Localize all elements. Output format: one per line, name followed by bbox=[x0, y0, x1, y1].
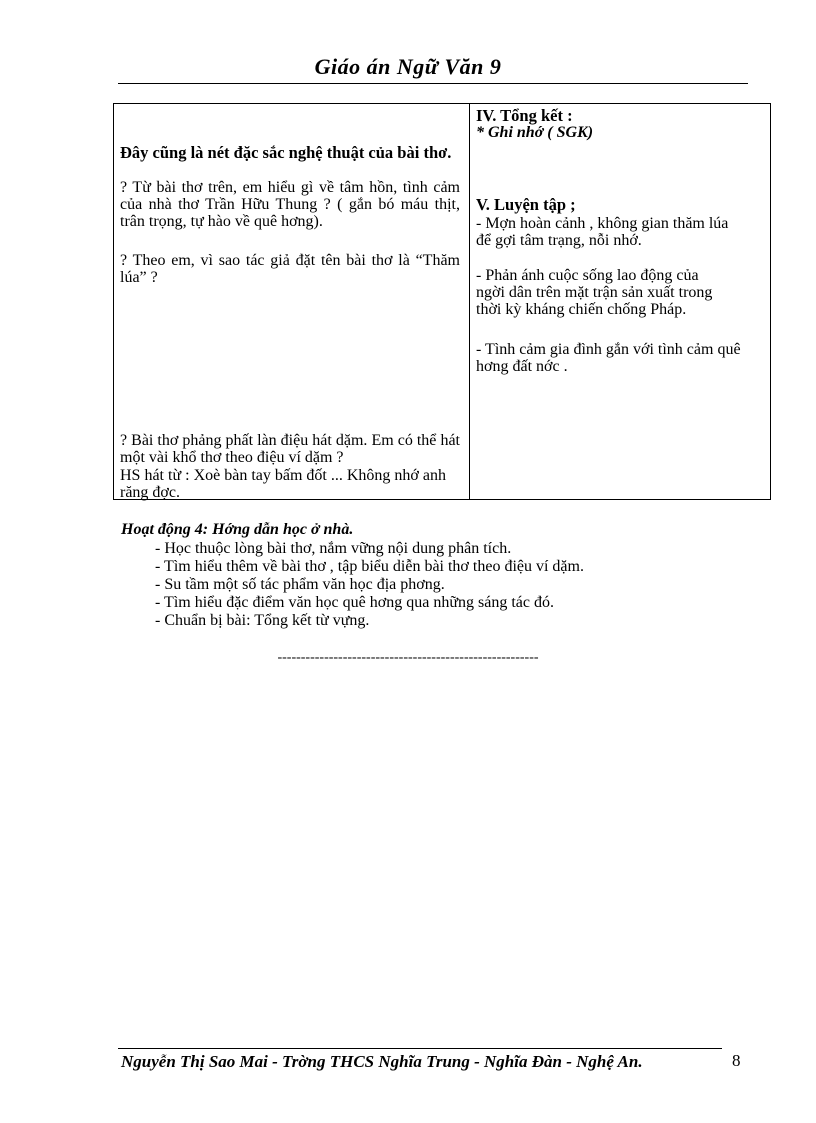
homework-task: - Học thuộc lòng bài thơ, nắm vững nội dung phân tích. bbox=[155, 540, 512, 557]
teacher-activity-column bbox=[114, 104, 469, 499]
student-singing-answer: HS hát từ : Xoè bàn tay bấm đốt ... Không nhớ anh răng đợc. bbox=[120, 467, 446, 501]
header-divider bbox=[118, 83, 748, 84]
practice-item: - Tình cảm gia đình gắn với tình cảm quê hơng đất nớc . bbox=[476, 341, 741, 375]
practice-heading: V. Luyện tập ; bbox=[476, 195, 576, 214]
homework-task: - Chuẩn bị bài: Tổng kết từ vựng. bbox=[155, 612, 370, 629]
activity-4-heading: Hoạt động 4: Hớng dẫn học ở nhà. bbox=[121, 521, 354, 538]
summary-heading: IV. Tổng kết : bbox=[476, 106, 573, 125]
question-poem-title: ? Theo em, vì sao tác giả đặt tên bài thơ là “Thăm lúa” ? bbox=[120, 252, 460, 286]
practice-item: - Mợn hoàn cảnh , không gian thăm lúa để gợi tâm trạng, nỗi nhớ. bbox=[476, 215, 729, 249]
art-feature-heading: Đây cũng là nét đặc sắc nghệ thuật của bài thơ. bbox=[120, 143, 452, 162]
footer-divider bbox=[118, 1048, 722, 1049]
footer-author-line: Nguyễn Thị Sao Mai - Trờng THCS Nghĩa Trung - Nghĩa Đàn - Nghệ An. bbox=[121, 1052, 643, 1071]
homework-task-list bbox=[155, 540, 584, 630]
practice-item: - Phản ánh cuộc sống lao động của ngời dân trên mặt trận sản xuất trong thời kỳ kháng chiến chống Pháp. bbox=[476, 267, 713, 318]
question-hat-dam: ? Bài thơ phảng phất làn điệu hát dặm. Em có thể hát một vài khổ thơ theo điệu ví dặm ? bbox=[120, 432, 460, 466]
page-header-title: Giáo án Ngữ Văn 9 bbox=[314, 54, 502, 79]
summary-note: * Ghi nhớ ( SGK) bbox=[476, 124, 594, 141]
lesson-table bbox=[113, 103, 771, 500]
homework-task: - Su tầm một số tác phẩm văn học địa phơng. bbox=[155, 576, 445, 593]
homework-task: - Tìm hiểu thêm về bài thơ , tập biểu diễn bài thơ theo điệu ví dặm. bbox=[155, 558, 584, 575]
question-soul-of-poet: ? Từ bài thơ trên, em hiểu gì về tâm hồn, tình cảm của nhà thơ Trần Hữu Thung ? ( gắn bó máu thịt, trân trọng, tự hào về quê hơng). bbox=[120, 179, 460, 230]
page-number: 8 bbox=[732, 1051, 741, 1070]
lesson-content-column bbox=[470, 104, 770, 499]
section-separator: -------------------------------------------------------- bbox=[277, 650, 539, 665]
homework-task: - Tìm hiểu đặc điểm văn học quê hơng qua những sáng tác đó. bbox=[155, 594, 554, 611]
